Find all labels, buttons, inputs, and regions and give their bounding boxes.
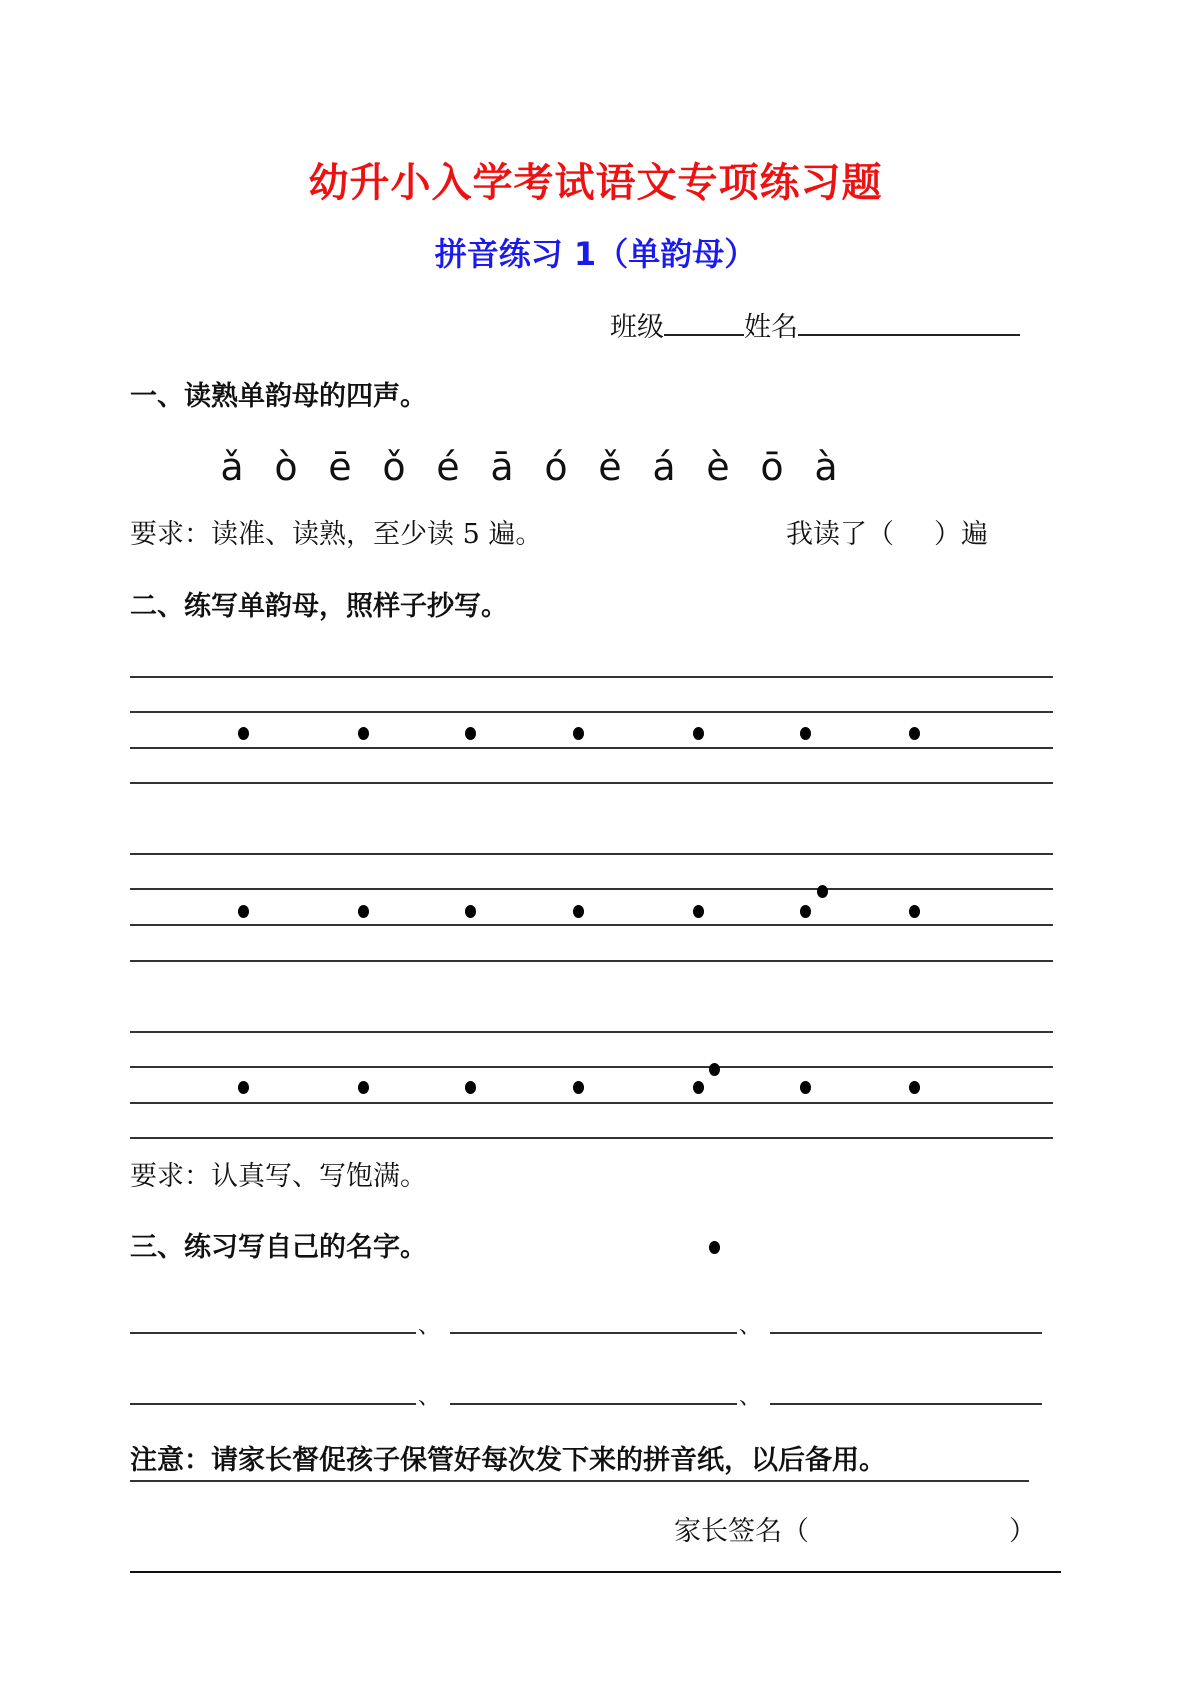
four-line-rule (130, 888, 1053, 890)
stray-dot (817, 885, 828, 898)
four-line-rule (130, 711, 1053, 713)
bottom-divider (130, 1571, 1061, 1573)
four-line-rule (130, 1137, 1053, 1139)
pinyin-item: ě (598, 445, 622, 489)
four-line-rule (130, 782, 1053, 784)
page-subtitle: 拼音练习 1（单韵母） (434, 235, 757, 273)
class-field[interactable] (664, 306, 744, 336)
parent-note: 注意：请家长督促孩子保管好每次发下来的拼音纸，以后备用。 (130, 1444, 1029, 1482)
four-line-rule (130, 747, 1053, 749)
stray-dot (709, 1063, 720, 1076)
separator: 、 (739, 1314, 762, 1339)
pinyin-item: é (436, 445, 460, 489)
pinyin-item: ā (490, 445, 514, 489)
pinyin-item: ò (274, 445, 298, 489)
name-label: 姓名 (744, 312, 798, 343)
guide-dot (465, 1081, 476, 1094)
guide-dot (358, 1081, 369, 1094)
name-field[interactable] (798, 306, 1020, 336)
pinyin-item: à (814, 445, 838, 489)
guide-dot (358, 905, 369, 918)
parent-sign-suffix: ） (1009, 1516, 1036, 1547)
guide-dot (573, 727, 584, 740)
separator: 、 (418, 1385, 441, 1410)
separator: 、 (418, 1314, 441, 1339)
name-blank[interactable] (450, 1332, 737, 1334)
guide-dot (800, 905, 811, 918)
class-label: 班级 (610, 312, 664, 343)
name-blank[interactable] (450, 1403, 737, 1405)
pinyin-item: ó (544, 445, 568, 489)
guide-dot (909, 905, 920, 918)
guide-dot (573, 905, 584, 918)
guide-dot (693, 905, 704, 918)
guide-dot (465, 905, 476, 918)
section3-heading: 三、练习写自己的名字。 (130, 1232, 427, 1263)
pinyin-item: á (652, 445, 676, 489)
guide-dot (573, 1081, 584, 1094)
name-blank[interactable] (770, 1332, 1042, 1334)
pinyin-item: è (706, 445, 730, 489)
four-line-rule (130, 1031, 1053, 1033)
pinyin-item: ē (328, 445, 352, 489)
four-line-rule (130, 1102, 1053, 1104)
page-title: 幼升小入学考试语文专项练习题 (308, 160, 883, 206)
name-blank[interactable] (130, 1332, 416, 1334)
pinyin-item: ǎ (220, 445, 244, 489)
section2-requirement: 要求：认真写、写饱满。 (130, 1161, 427, 1192)
pinyin-item: ō (760, 445, 784, 489)
parent-sign-prefix: 家长签名（ (674, 1516, 809, 1547)
four-line-rule (130, 676, 1053, 678)
read-count-suffix: ）遍 (934, 519, 988, 550)
name-blank[interactable] (770, 1403, 1042, 1405)
guide-dot (238, 727, 249, 740)
guide-dot (238, 1081, 249, 1094)
guide-dot (909, 727, 920, 740)
guide-dot (909, 1081, 920, 1094)
four-line-rule (130, 924, 1053, 926)
guide-dot (800, 1081, 811, 1094)
guide-dot (465, 727, 476, 740)
guide-dot (693, 727, 704, 740)
read-count (786, 518, 988, 552)
four-line-rule (130, 853, 1053, 855)
read-count-prefix: 我读了（ (786, 519, 894, 550)
four-line-rule (130, 1066, 1053, 1068)
parent-signature (674, 1515, 1036, 1549)
separator: 、 (739, 1385, 762, 1410)
section2-heading: 二、练写单韵母，照样子抄写。 (130, 591, 508, 622)
guide-dot (693, 1081, 704, 1094)
section1-heading: 一、读熟单韵母的四声。 (130, 381, 427, 412)
four-line-rule (130, 960, 1053, 962)
stray-dot (709, 1241, 720, 1254)
guide-dot (800, 727, 811, 740)
guide-dot (238, 905, 249, 918)
pinyin-item: ǒ (382, 445, 406, 489)
guide-dot (358, 727, 369, 740)
pinyin-row (205, 443, 853, 491)
name-blank[interactable] (130, 1403, 416, 1405)
section1-requirement: 要求：读准、读熟，至少读 5 遍。 (130, 519, 543, 550)
student-info (610, 306, 1020, 345)
